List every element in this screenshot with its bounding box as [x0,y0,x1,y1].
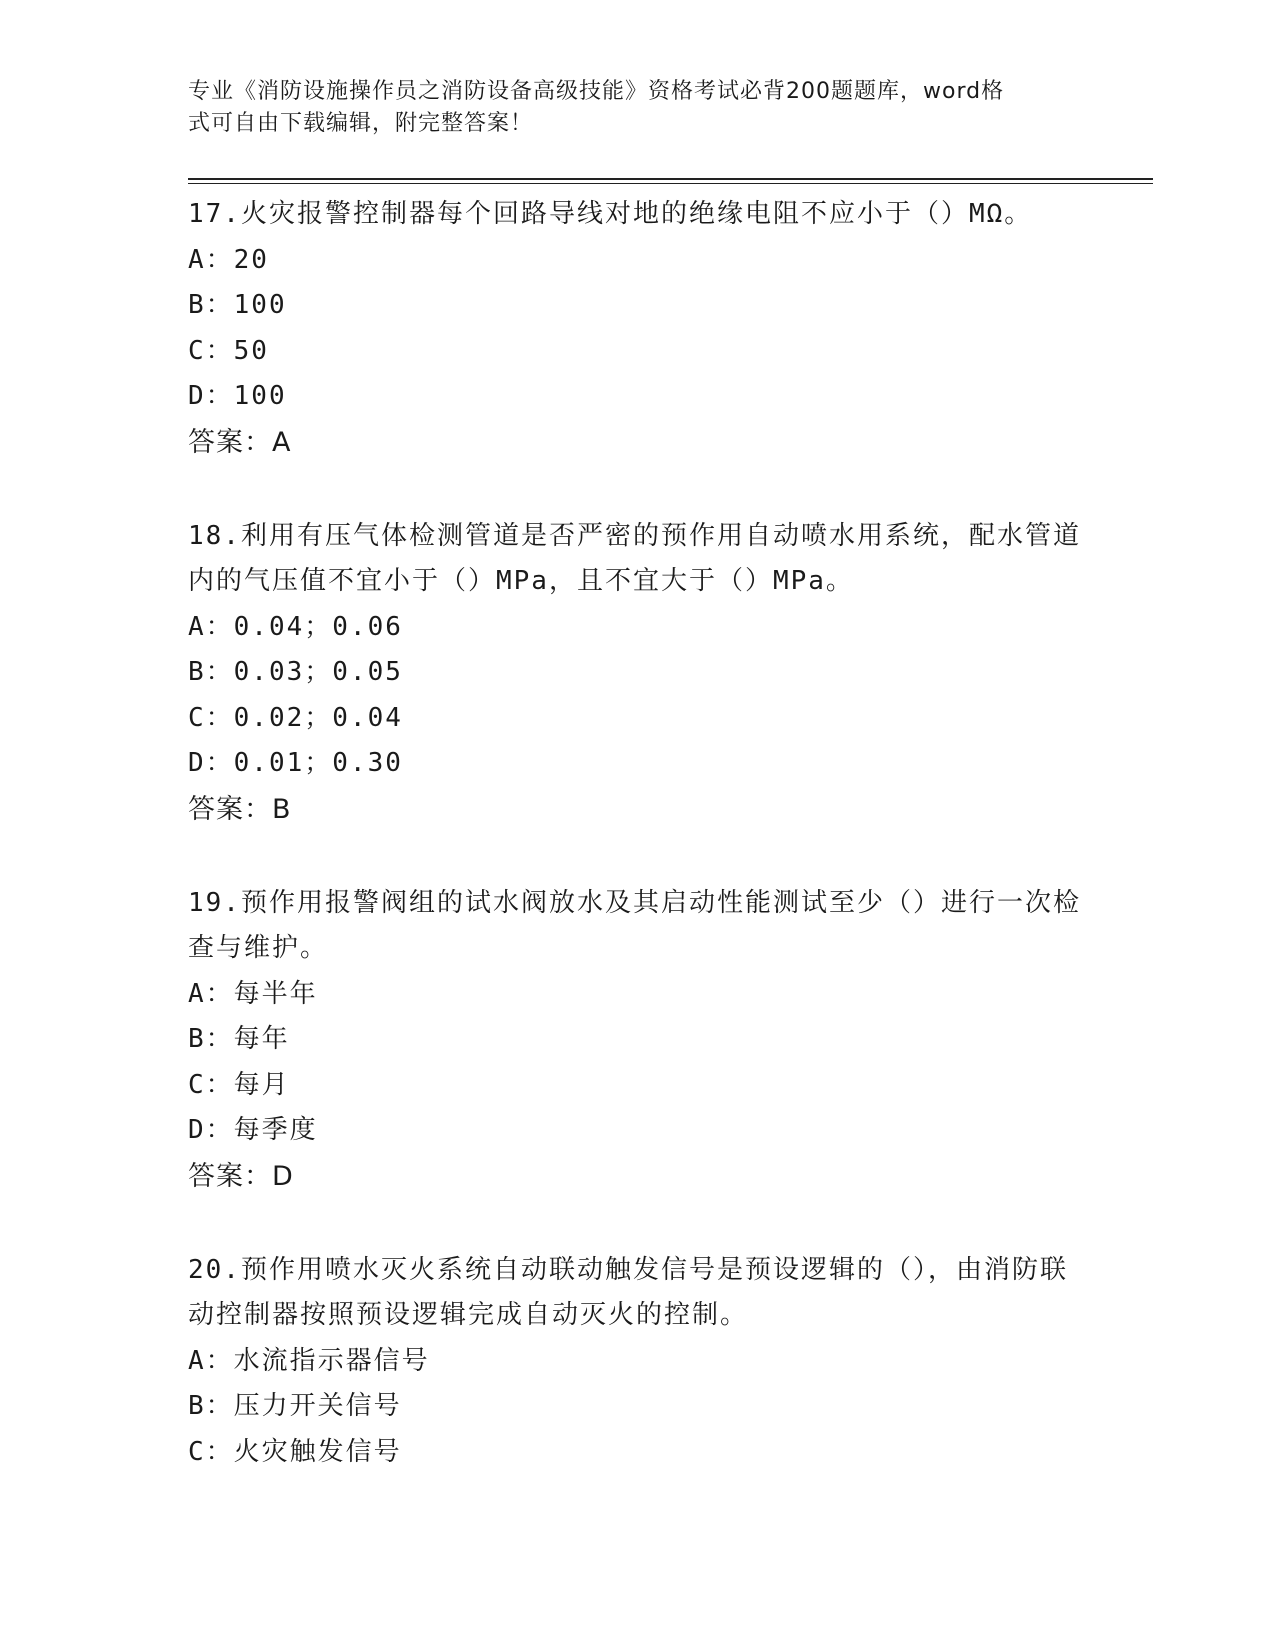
question-stem: 17.火灾报警控制器每个回路导线对地的绝缘电阻不应小于（）MΩ。 [188,199,1033,229]
question-stem: 18.利用有压气体检测管道是否严密的预作用自动喷水用系统，配水管道内的气压值不宜小于（）MPa，且不宜大于（）MPa。 [188,520,1081,596]
header-line-1: 专业《消防设施操作员之消防设备高级技能》资格考试必背200题题库，word格 [188,79,1005,104]
question-20 [188,1248,1088,1476]
option-a: A：水流指示器信号 [188,1345,430,1376]
option-c: C：0.02；0.04 [188,702,403,733]
option-b: B：压力开关信号 [188,1391,402,1421]
answer-line: 答案：A [188,426,292,458]
option-b: B：每年 [188,1024,290,1054]
answer-line: 答案：D [188,1160,294,1192]
option-a: A：0.04；0.06 [188,611,403,642]
option-c: C：火灾触发信号 [188,1436,402,1467]
option-b: B：0.03；0.05 [188,657,403,687]
question-19 [188,881,1088,1199]
option-a: A：每半年 [188,978,318,1009]
option-a: A：20 [188,244,269,275]
header-rule-thick [188,178,1153,180]
option-d: D：0.01；0.30 [188,748,403,778]
document-header [188,76,1068,140]
question-17 [188,192,1088,465]
option-d: D：每季度 [188,1115,318,1145]
option-d: D：100 [188,381,287,411]
option-c: C：50 [188,335,269,366]
question-stem: 19.预作用报警阀组的试水阀放水及其启动性能测试至少（）进行一次检查与维护。 [188,887,1081,963]
option-c: C：每月 [188,1069,290,1100]
header-rule-thin [188,183,1153,184]
header-line-2: 式可自由下载编辑，附完整答案！ [188,111,534,136]
question-stem: 20.预作用喷水灭火系统自动联动触发信号是预设逻辑的（），由消防联动控制器按照预设逻辑完成自动灭火的控制。 [188,1254,1068,1330]
question-list [188,192,1088,1475]
option-b: B：100 [188,290,287,320]
answer-line: 答案：B [188,793,292,825]
question-18 [188,514,1088,832]
